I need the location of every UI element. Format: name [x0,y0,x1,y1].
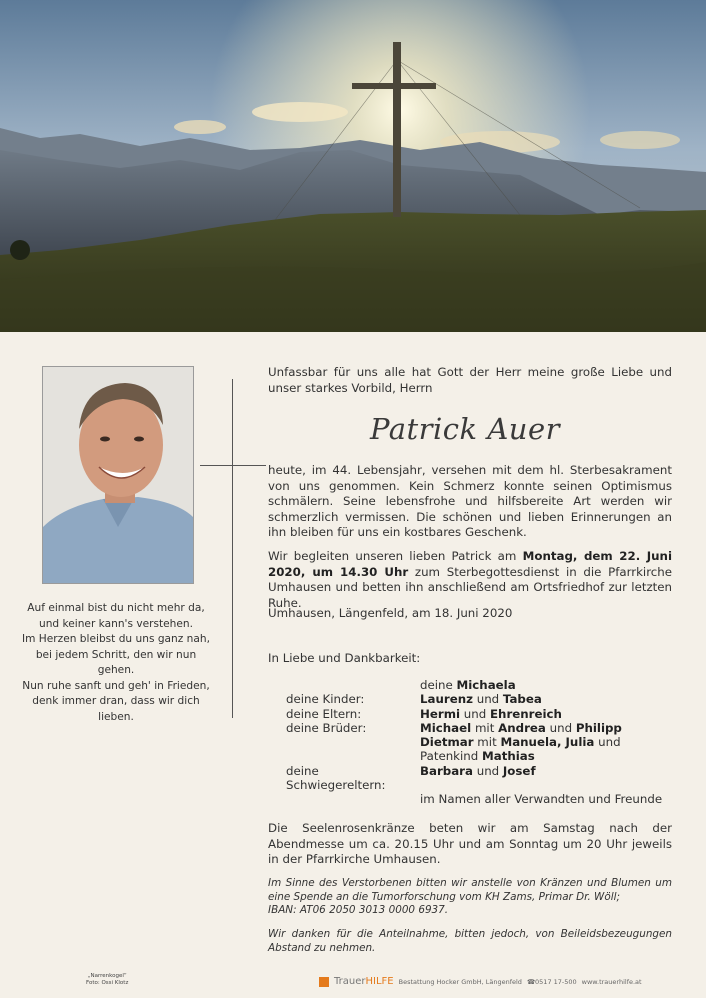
donation-info [268,877,672,918]
cross-vertical-line [232,379,233,718]
donation-iban: IBAN: AT06 2050 3013 0000 6937. [268,904,449,917]
footer-phone: ☎0517 17-500 [526,977,577,986]
family-list [286,678,686,807]
hero-photo [0,0,706,332]
portrait-photo [42,366,194,584]
footer [319,976,642,987]
photo-credit: „Narrenkogel“ Foto: Ossi Klotz [86,973,129,986]
poem-line: und keiner kann's verstehen. [38,617,193,630]
poem-line: Nun ruhe sanft und geh' in Frieden, [22,679,210,692]
footer-website[interactable]: www.trauerhilfe.at [581,977,642,986]
intro-text: Unfassbar für uns alle hat Gott der Herr meine große Liebe und unser starkes Vorbild, Herrn [268,365,672,395]
funeral-info-part1: Wir begleiten unseren lieben Patrick am [268,549,523,563]
thanks-note: Wir danken für die Anteilnahme, bitten jedoch, von Beileidsbezeugungen Abstand zu nehmen. [268,928,672,954]
family-row: deine Schwiegereltern: Barbara und Josef [286,763,536,793]
rosary-info: Die Seelenrosenkränze beten wir am Samstag nach der Abendmesse um ca. 20.15 Uhr und am Sonntag um 20 Uhr jeweils in der Pfarrkirche Umhausen. [268,821,672,867]
poem-line: denk immer dran, dass wir dich lieben. [32,695,200,723]
trauerhilfe-logo-icon [319,977,329,987]
memorial-poem [16,601,216,725]
poem-line: bei jedem Schritt, den wir nun gehen. [35,648,197,676]
thanks-lead: In Liebe und Dankbarkeit: [268,651,421,665]
funeral-info-text [268,549,672,611]
funeral-date: Montag, dem 22. Juni 2020, um 14.30 Uhr [268,549,672,579]
family-row: Patenkind Mathias [420,749,535,764]
family-row: Dietmar mit Manuela, Julia und [420,735,621,750]
footer-logo: TrauerHILFE [334,976,394,987]
footer-company: Bestattung Hocker GmbH, Längenfeld [398,977,522,986]
death-notice-text: heute, im 44. Lebensjahr, versehen mit dem hl. Sterbesakrament von uns genommen. Kein Schmerz konnte seinen Optimismus schmälern. Seine lebensfrohe und hilfsbereite Art werden wir schmerzlich vermissen. Die schönen und lieben Erinnerungen an ihn bleiben für uns ein kostbares Geschenk. [268,463,672,540]
family-row: deine Brüder: Michael mit Andrea und Philipp [286,720,622,735]
deceased-name: Patrick Auer [370,412,560,446]
family-row: deine Kinder: Laurenz und Tabea [286,692,542,707]
place-date: Umhausen, Längenfeld, am 18. Juni 2020 [268,606,513,620]
funeral-info-part2: zum Sterbegottesdienst in die Pfarrkirche Umhausen und betten ihn anschließend am Ortsfriedhof zur letzten Ruhe. [268,564,673,610]
family-row: deine Eltern: Hermi und Ehrenreich [286,706,562,721]
cross-horizontal-line [200,465,266,466]
poem-line: Auf einmal bist du nicht mehr da, [27,602,205,614]
poem-line: Im Herzen bleibst du uns ganz nah, [22,633,210,645]
donation-text: Im Sinne des Verstorbenen bitten wir anstelle von Kränzen und Blumen um eine Spende an die Tumorforschung vom KH Zams, Primar Dr. Wöll; [268,877,672,903]
family-row: deine Michaela [420,678,516,692]
family-row: im Namen aller Verwandten und Freunde [420,792,663,807]
